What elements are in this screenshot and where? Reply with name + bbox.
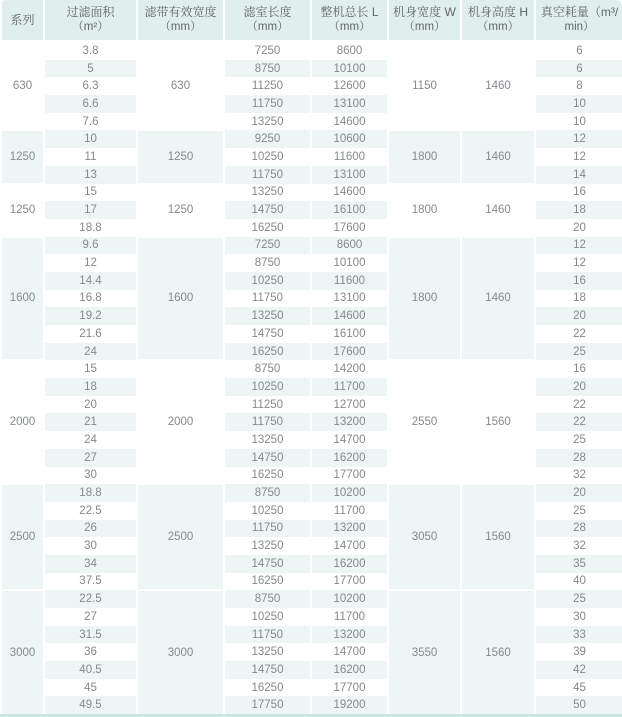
chamber-length-cell: 11750 — [224, 626, 311, 644]
filter-area-cell: 19.2 — [44, 307, 137, 325]
chamber-length-cell: 13250 — [224, 537, 311, 555]
table-row — [1, 360, 622, 378]
vacuum-cell: 20 — [535, 378, 622, 396]
total-length-cell: 17700 — [311, 467, 388, 485]
vacuum-cell: 12 — [535, 237, 622, 255]
body-width-cell: 3050 — [388, 484, 461, 590]
body-height-cell: 1560 — [461, 590, 535, 714]
chamber-length-cell: 14750 — [224, 325, 311, 343]
body-width-cell: 1800 — [388, 237, 461, 361]
total-length-cell: 17700 — [311, 679, 388, 697]
filter-area-cell: 14.4 — [44, 272, 137, 290]
vacuum-cell: 10 — [535, 113, 622, 131]
vacuum-cell: 20 — [535, 219, 622, 237]
vacuum-cell: 12 — [535, 254, 622, 272]
filter-area-cell: 9.6 — [44, 237, 137, 255]
vacuum-cell: 12 — [535, 130, 622, 148]
header-title: 过滤面积 — [66, 5, 115, 20]
chamber-length-cell: 13250 — [224, 431, 311, 449]
series-cell: 1250 — [1, 130, 44, 183]
filter-area-cell: 12 — [44, 254, 137, 272]
header-cell-vacuum — [535, 0, 622, 41]
vacuum-cell: 20 — [535, 307, 622, 325]
total-length-cell: 16100 — [311, 325, 388, 343]
series-cell: 2500 — [1, 484, 44, 590]
header-cell-body-height — [461, 0, 535, 41]
vacuum-cell: 18 — [535, 290, 622, 308]
body-height-cell: 1560 — [461, 484, 535, 590]
header-cell-belt-width — [137, 0, 224, 41]
total-length-cell: 11600 — [311, 148, 388, 166]
chamber-length-cell: 8750 — [224, 360, 311, 378]
vacuum-cell: 45 — [535, 679, 622, 697]
filter-area-cell: 36 — [44, 643, 137, 661]
table-row — [1, 41, 622, 60]
total-length-cell: 16200 — [311, 661, 388, 679]
filter-area-cell: 20 — [44, 396, 137, 414]
chamber-length-cell: 11750 — [224, 95, 311, 113]
body-width-cell: 2550 — [388, 360, 461, 484]
series-cell: 1600 — [1, 237, 44, 361]
chamber-length-cell: 11250 — [224, 396, 311, 414]
body-width-cell: 1800 — [388, 130, 461, 183]
belt-width-cell: 3000 — [137, 590, 224, 714]
filter-area-cell: 7.6 — [44, 113, 137, 131]
chamber-length-cell: 9250 — [224, 130, 311, 148]
chamber-length-cell: 17750 — [224, 696, 311, 714]
total-length-cell: 10200 — [311, 484, 388, 502]
vacuum-cell: 35 — [535, 555, 622, 573]
filter-area-cell: 5 — [44, 60, 137, 78]
chamber-length-cell: 13250 — [224, 113, 311, 131]
chamber-length-cell: 13250 — [224, 307, 311, 325]
total-length-cell: 13200 — [311, 520, 388, 538]
vacuum-cell: 22 — [535, 413, 622, 431]
total-length-cell: 11700 — [311, 378, 388, 396]
vacuum-cell: 10 — [535, 95, 622, 113]
filter-area-cell: 26 — [44, 520, 137, 538]
body-height-cell: 1460 — [461, 130, 535, 183]
vacuum-cell: 8 — [535, 77, 622, 95]
vacuum-cell: 30 — [535, 608, 622, 626]
header-cell-series — [1, 0, 44, 41]
header-unit: （mm） — [476, 21, 520, 34]
total-length-cell: 11700 — [311, 608, 388, 626]
total-length-cell: 14600 — [311, 113, 388, 131]
table-row — [1, 130, 622, 148]
vacuum-cell: 39 — [535, 643, 622, 661]
total-length-cell: 10600 — [311, 130, 388, 148]
filter-area-cell: 24 — [44, 343, 137, 361]
belt-width-cell: 1250 — [137, 184, 224, 237]
filter-area-cell: 37.5 — [44, 573, 137, 591]
body-width-cell: 3550 — [388, 590, 461, 714]
chamber-length-cell: 10250 — [224, 608, 311, 626]
header-unit: （m²） — [72, 21, 109, 34]
total-length-cell: 17600 — [311, 219, 388, 237]
chamber-length-cell: 10250 — [224, 272, 311, 290]
chamber-length-cell: 14750 — [224, 661, 311, 679]
vacuum-cell: 20 — [535, 484, 622, 502]
series-cell: 1250 — [1, 184, 44, 237]
total-length-cell: 14600 — [311, 307, 388, 325]
belt-width-cell: 1250 — [137, 130, 224, 183]
filter-area-cell: 21 — [44, 413, 137, 431]
total-length-cell: 14700 — [311, 643, 388, 661]
total-length-cell: 16200 — [311, 555, 388, 573]
vacuum-cell: 32 — [535, 537, 622, 555]
filter-area-cell: 27 — [44, 449, 137, 467]
header-cell-body-width — [388, 0, 461, 41]
total-length-cell: 11700 — [311, 502, 388, 520]
chamber-length-cell: 10250 — [224, 502, 311, 520]
vacuum-cell: 25 — [535, 502, 622, 520]
vacuum-cell: 32 — [535, 467, 622, 485]
vacuum-cell: 22 — [535, 325, 622, 343]
chamber-length-cell: 7250 — [224, 41, 311, 60]
chamber-length-cell: 8750 — [224, 60, 311, 78]
vacuum-cell: 28 — [535, 520, 622, 538]
vacuum-cell: 22 — [535, 396, 622, 414]
vacuum-cell: 16 — [535, 184, 622, 202]
filter-area-cell: 13 — [44, 166, 137, 184]
total-length-cell: 12600 — [311, 77, 388, 95]
header-unit: （mm） — [246, 21, 289, 34]
chamber-length-cell: 14750 — [224, 201, 311, 219]
header-title: 滤带有效宽度 — [144, 5, 217, 20]
filter-area-cell: 45 — [44, 679, 137, 697]
chamber-length-cell: 10250 — [224, 378, 311, 396]
vacuum-cell: 28 — [535, 449, 622, 467]
header-title: 滤室长度 — [243, 5, 292, 20]
total-length-cell: 17700 — [311, 573, 388, 591]
body-width-cell: 1800 — [388, 184, 461, 237]
vacuum-cell: 16 — [535, 360, 622, 378]
header-cell-chamber-length — [224, 0, 311, 41]
vacuum-cell: 18 — [535, 201, 622, 219]
total-length-cell: 8600 — [311, 237, 388, 255]
filter-area-cell: 10 — [44, 130, 137, 148]
body-height-cell: 1460 — [461, 184, 535, 237]
chamber-length-cell: 11750 — [224, 413, 311, 431]
vacuum-cell: 12 — [535, 148, 622, 166]
body-height-cell: 1560 — [461, 360, 535, 484]
filter-area-cell: 17 — [44, 201, 137, 219]
chamber-length-cell: 8750 — [224, 590, 311, 608]
total-length-cell: 11600 — [311, 272, 388, 290]
total-length-cell: 17600 — [311, 343, 388, 361]
chamber-length-cell: 16250 — [224, 467, 311, 485]
filter-area-cell: 18.8 — [44, 484, 137, 502]
header-unit: min） — [564, 21, 595, 34]
header-title: 真空耗量（m³/ — [540, 5, 619, 20]
filter-area-cell: 40.5 — [44, 661, 137, 679]
vacuum-cell: 42 — [535, 661, 622, 679]
filter-area-cell: 6.3 — [44, 77, 137, 95]
filter-area-cell: 30 — [44, 537, 137, 555]
total-length-cell: 13100 — [311, 290, 388, 308]
total-length-cell: 10200 — [311, 590, 388, 608]
table-row — [1, 184, 622, 202]
filter-area-cell: 21.6 — [44, 325, 137, 343]
series-cell: 630 — [1, 41, 44, 130]
vacuum-cell: 25 — [535, 431, 622, 449]
filter-area-cell: 49.5 — [44, 696, 137, 714]
table-row — [1, 484, 622, 502]
chamber-length-cell: 13250 — [224, 184, 311, 202]
chamber-length-cell: 8750 — [224, 254, 311, 272]
filter-area-cell: 34 — [44, 555, 137, 573]
vacuum-cell: 14 — [535, 166, 622, 184]
filter-area-cell: 18.8 — [44, 219, 137, 237]
total-length-cell: 14700 — [311, 537, 388, 555]
total-length-cell: 14700 — [311, 431, 388, 449]
chamber-length-cell: 13250 — [224, 643, 311, 661]
filter-area-cell: 16.8 — [44, 290, 137, 308]
filter-area-cell: 31.5 — [44, 626, 137, 644]
vacuum-cell: 16 — [535, 272, 622, 290]
chamber-length-cell: 10250 — [224, 148, 311, 166]
chamber-length-cell: 8750 — [224, 484, 311, 502]
total-length-cell: 12700 — [311, 396, 388, 414]
chamber-length-cell: 11750 — [224, 166, 311, 184]
total-length-cell: 16200 — [311, 449, 388, 467]
belt-width-cell: 2500 — [137, 484, 224, 590]
total-length-cell: 13200 — [311, 626, 388, 644]
chamber-length-cell: 16250 — [224, 679, 311, 697]
filter-area-cell: 3.8 — [44, 41, 137, 60]
header-unit: （mm） — [403, 21, 446, 34]
body-height-cell: 1460 — [461, 41, 535, 130]
filter-area-cell: 6.6 — [44, 95, 137, 113]
total-length-cell: 14200 — [311, 360, 388, 378]
vacuum-cell: 6 — [535, 60, 622, 78]
filter-area-cell: 11 — [44, 148, 137, 166]
table-row — [1, 237, 622, 255]
header-title: 整机总长 L — [320, 5, 379, 20]
filter-area-cell: 27 — [44, 608, 137, 626]
belt-width-cell: 2000 — [137, 360, 224, 484]
header-title: 系列 — [10, 12, 35, 27]
total-length-cell: 8600 — [311, 41, 388, 60]
total-length-cell: 13100 — [311, 166, 388, 184]
total-length-cell: 13100 — [311, 95, 388, 113]
vacuum-cell: 40 — [535, 573, 622, 591]
header-unit: （mm） — [328, 21, 371, 34]
spec-table-body — [1, 41, 622, 714]
filter-area-cell: 22.5 — [44, 502, 137, 520]
header-title: 机身高度 H — [467, 5, 528, 20]
filter-area-cell: 22.5 — [44, 590, 137, 608]
chamber-length-cell: 16250 — [224, 343, 311, 361]
total-length-cell: 10100 — [311, 254, 388, 272]
chamber-length-cell: 11750 — [224, 520, 311, 538]
total-length-cell: 13200 — [311, 413, 388, 431]
series-cell: 3000 — [1, 590, 44, 714]
total-length-cell: 14600 — [311, 184, 388, 202]
header-cell-filter-area — [44, 0, 137, 41]
body-height-cell: 1460 — [461, 237, 535, 361]
header-row — [1, 0, 622, 41]
body-width-cell: 1150 — [388, 41, 461, 130]
vacuum-cell: 25 — [535, 590, 622, 608]
filter-area-cell: 24 — [44, 431, 137, 449]
chamber-length-cell: 11750 — [224, 290, 311, 308]
vacuum-cell: 6 — [535, 41, 622, 60]
spec-table-header — [1, 0, 622, 41]
chamber-length-cell: 16250 — [224, 219, 311, 237]
belt-width-cell: 1600 — [137, 237, 224, 361]
chamber-length-cell: 14750 — [224, 555, 311, 573]
vacuum-cell: 25 — [535, 343, 622, 361]
total-length-cell: 19200 — [311, 696, 388, 714]
table-row — [1, 590, 622, 608]
vacuum-cell: 50 — [535, 696, 622, 714]
header-unit: （mm） — [159, 21, 202, 34]
filter-area-cell: 18 — [44, 378, 137, 396]
chamber-length-cell: 14750 — [224, 449, 311, 467]
header-cell-total-length — [311, 0, 388, 41]
chamber-length-cell: 16250 — [224, 573, 311, 591]
header-title: 机身宽度 W — [393, 5, 456, 20]
total-length-cell: 10100 — [311, 60, 388, 78]
chamber-length-cell: 7250 — [224, 237, 311, 255]
series-cell: 2000 — [1, 360, 44, 484]
belt-width-cell: 630 — [137, 41, 224, 130]
filter-area-cell: 15 — [44, 184, 137, 202]
total-length-cell: 16100 — [311, 201, 388, 219]
vacuum-cell: 33 — [535, 626, 622, 644]
filter-area-cell: 15 — [44, 360, 137, 378]
chamber-length-cell: 11250 — [224, 77, 311, 95]
filter-area-cell: 30 — [44, 467, 137, 485]
